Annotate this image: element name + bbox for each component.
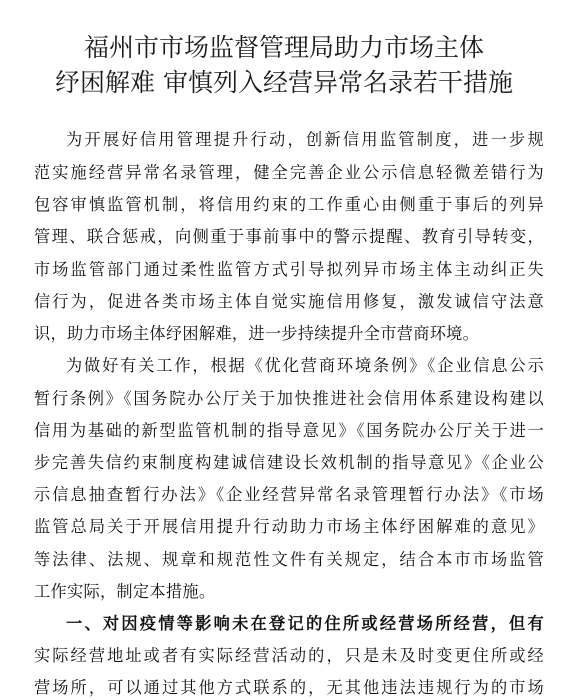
paragraph-1-line: 管理、联合惩戒，向侧重于事前事中的警示提醒、教育引导转变，: [34, 227, 544, 246]
paragraph-1-line: 识，助力市场主体纾困解难，进一步持续提升全市营商环境。: [34, 324, 480, 343]
paragraph-1-line: 信行为，促进各类市场主体自觉实施信用修复，激发诚信守法意: [34, 292, 544, 311]
paragraph-2-line: 等法律、法规、规章和规范性文件有关规定，结合本市市场监管: [34, 550, 544, 569]
paragraph-2-line: 暂行条例》《国务院办公厅关于加快推进社会信用体系建设构建以: [34, 389, 544, 408]
paragraph-2-line: 工作实际，制定本措施。: [34, 582, 216, 601]
paragraph-1-line: 包容审慎监管机制，将信用约束的工作重心由侧重于事后的列异: [34, 195, 544, 214]
document-title-line-2: 纾困解难 审慎列入经营异常名录若干措施: [55, 68, 513, 97]
paragraph-1-line: 为开展好信用管理提升行动，创新信用监管制度，进一步规: [66, 130, 544, 149]
paragraph-3-line: 一、对因疫情等影响未在登记的住所或经营场所经营，但有: [66, 614, 544, 633]
paragraph-2-line: 监管总局关于开展信用提升行动助力市场主体纾困解难的意见》: [34, 517, 544, 536]
paragraph-1-line: 范实施经营异常名录管理，健全完善企业公示信息轻微差错行为: [34, 163, 544, 182]
paragraph-2-line: 示信息抽查暂行办法》《企业经营异常名录管理暂行办法》《市场: [34, 485, 544, 504]
paragraph-3-line: 营场所，可以通过其他方式联系的，无其他违法违规行为的市场: [34, 678, 544, 697]
paragraph-1-line: 市场监管部门通过柔性监管方式引导拟列异市场主体主动纠正失: [34, 260, 544, 279]
paragraph-2-line: 信用为基础的新型监管机制的指导意见》《国务院办公厅关于进一: [34, 421, 544, 440]
paragraph-2-line: 步完善失信约束制度构建诚信建设长效机制的指导意见》《企业公: [34, 453, 544, 472]
paragraph-2-line: 为做好有关工作，根据《优化营商环境条例》《企业信息公示: [66, 356, 544, 375]
document-title-line-1: 福州市市场监督管理局助力市场主体: [83, 33, 484, 62]
paragraph-3-line: 实际经营地址或者有实际经营活动的，只是未及时变更住所或经: [34, 646, 544, 665]
